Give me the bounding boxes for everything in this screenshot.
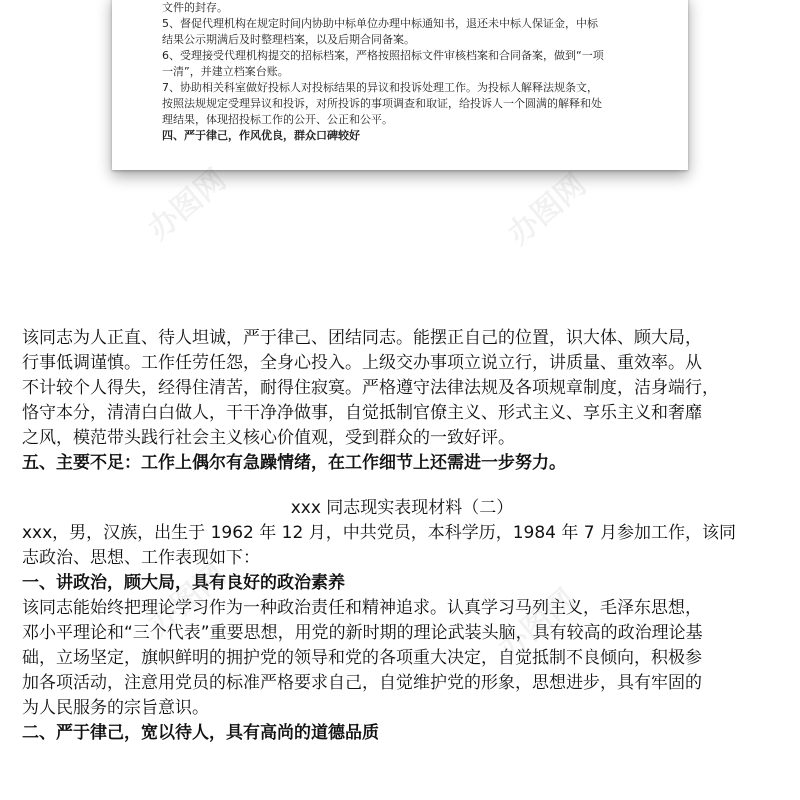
text-line: 该同志能始终把理论学习作为一种政治责任和精神追求。认真学习马列主义，毛泽东思想， bbox=[22, 598, 702, 618]
text-line: 志政治、思想、工作表现如下： bbox=[22, 548, 260, 568]
section-heading: 二、严于律己，宽以待人，具有高尚的道德品质 bbox=[22, 723, 379, 743]
document-body bbox=[22, 326, 782, 746]
preview-line: 理结果，体现招投标工作的公开、公正和公平。 bbox=[162, 113, 393, 126]
section-heading: 五、主要不足：工作上偶尔有急躁情绪，在工作细节上还需进一步努力。 bbox=[22, 453, 566, 473]
watermark: 办图网 bbox=[491, 582, 583, 668]
preview-line: 7、协助相关科室做好投标人对投标结果的异议和投诉处理工作。为投标人解释法规条文， bbox=[162, 81, 598, 94]
watermark: 办图网 bbox=[141, 162, 233, 248]
paragraph bbox=[22, 521, 782, 571]
text-line: 之风，模范带头践行社会主义核心价值观，受到群众的一致好评。 bbox=[22, 428, 515, 448]
text-line: 恪守本分，清清白白做人，干干净净做事，自觉抵制官僚主义、形式主义、享乐主义和奢靡 bbox=[22, 403, 702, 423]
paragraph bbox=[22, 326, 782, 451]
preview-line: 结果公示期满后及时整理档案，以及后期合同备案。 bbox=[162, 33, 415, 46]
preview-line: 四、严于律己，作风优良，群众口碑较好 bbox=[162, 129, 360, 142]
section-heading: 一、讲政治，顾大局，具有良好的政治素养 bbox=[22, 573, 345, 593]
preview-text bbox=[162, 0, 662, 144]
text-line: 加各项活动，注意用党员的标准严格要求自己，自觉维护党的形象，思想进步，具有牢固的 bbox=[22, 673, 702, 693]
watermark: 办图网 bbox=[141, 557, 233, 643]
preview-line: 一清”，并建立档案台账。 bbox=[162, 65, 289, 78]
text-line: 为人民服务的宗旨意识。 bbox=[22, 698, 209, 718]
text-line: 础，立场坚定，旗帜鲜明的拥护党的领导和党的各项重大决定，自觉抵制不良倾向，积极参 bbox=[22, 648, 702, 668]
watermark: 办图网 bbox=[501, 167, 593, 253]
paragraph bbox=[22, 596, 782, 721]
preview-line: 6、受理接受代理机构提交的招标档案，严格按照招标文件审核档案和合同备案，做到“一项 bbox=[162, 49, 604, 62]
text-line: 该同志为人正直、待人坦诚，严于律己、团结同志。能摆正自己的位置，识大体、顾大局， bbox=[22, 328, 702, 348]
text-line: xxx，男，汉族，出生于 1962 年 12 月，中共党员，本科学历，1984 年 7 月参加工作，该同 bbox=[22, 523, 736, 543]
document-preview-card bbox=[112, 0, 688, 170]
preview-line: 5、督促代理机构在规定时间内协助中标单位办理中标通知书，退还未中标人保证金，中标 bbox=[162, 17, 598, 30]
text-line: 不计较个人得失，经得住清苦，耐得住寂寞。严格遵守法律法规及各项规章制度，洁身端行， bbox=[22, 378, 719, 398]
text-line: 邓小平理论和“三个代表”重要思想，用党的新时期的理论武装头脑，具有较高的政治理论基 bbox=[22, 623, 703, 643]
text-line: 行事低调谨慎。工作任劳任怨，全身心投入。上级交办事项立说立行，讲质量、重效率。从 bbox=[22, 353, 702, 373]
preview-line: 按照法规规定受理异议和投诉，对所投诉的事项调查和取证，给投诉人一个圆满的解释和处 bbox=[162, 97, 602, 110]
preview-line: 文件的封存。 bbox=[162, 1, 228, 14]
document-title: xxx 同志现实表现材料（二） bbox=[290, 498, 514, 518]
